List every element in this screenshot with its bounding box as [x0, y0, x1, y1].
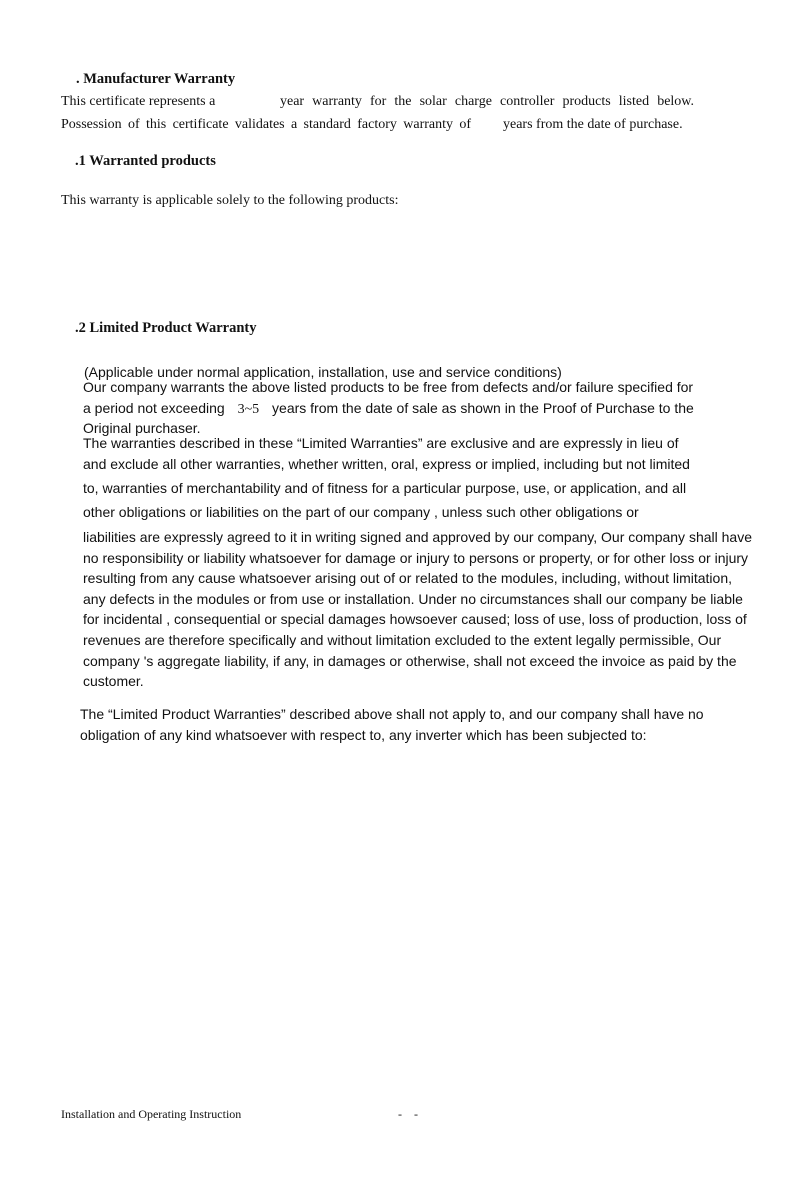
- liability-paragraph: liabilities are expressly agreed to it in writing signed and approved by our company, Our company shall have no responsibility or liability whatsoever for damage or injury to persons or property, or for other loss or injury resulting from any cause whatsoever arising out of or related to the modules, including, without limitation, any defects in the modules or from use or installation. Under no circumstances shall our company be liable for incidental , consequential or special damages howsoever caused; loss of use, loss of production, loss of revenues are therefore specifically and without limitation excluded to the extent legally permissible, Our company 's aggregate liability, if any, in damages or otherwise, shall not exceed the invoice as paid by the customer.: [83, 529, 752, 690]
- footer-page-number: - -: [398, 1107, 418, 1121]
- company-warrants-text: Our company warrants the above listed products to be free from defects and/or failure specified for: [83, 379, 694, 395]
- original-purchaser-text: Original purchaser.: [83, 420, 201, 436]
- footer-title: Installation and Operating Instruction: [61, 1107, 242, 1121]
- not-apply-paragraph: The “Limited Product Warranties” described above shall not apply to, and our company shall have no obligation of any kind whatsoever with respect to, any inverter which has been subjected to:: [80, 706, 704, 743]
- warranty-text-line-2b: years from the date of purchase.: [503, 117, 683, 132]
- exclusive-warranty-line-3: to, warranties of merchantability and of fitness for a particular purpose, use, or application, and all: [83, 480, 687, 496]
- exclusive-warranty-line-2: and exclude all other warranties, whether written, oral, express or implied, including but not limited: [83, 456, 690, 472]
- applicable-conditions-text: (Applicable under normal application, installation, use and service conditions): [84, 364, 562, 380]
- warranty-period-value: 3~5: [237, 402, 260, 417]
- warranty-text-line-1a: This certificate represents a: [61, 94, 216, 109]
- section-heading-warranted-products: .1 Warranted products: [75, 153, 216, 169]
- warranted-products-intro: This warranty is applicable solely to the following products:: [61, 193, 399, 208]
- warranty-period-prefix: a period not exceeding: [83, 400, 225, 416]
- warranty-period-line: [83, 400, 694, 418]
- section-heading-manufacturer-warranty: . Manufacturer Warranty: [76, 71, 236, 87]
- warranty-text-line-2a: Possession of this certificate validates a standard factory warranty of: [61, 117, 471, 132]
- exclusive-warranty-line-1: The warranties described in these “Limited Warranties” are exclusive and are expressly in lieu of: [83, 435, 679, 451]
- exclusive-warranty-line-4: other obligations or liabilities on the part of our company , unless such other obligations or: [83, 504, 639, 520]
- warranty-text-line-1b: year warranty for the solar charge controller products listed below.: [280, 94, 694, 109]
- warranty-period-suffix: years from the date of sale as shown in the Proof of Purchase to the: [272, 400, 694, 416]
- section-heading-limited-product-warranty: .2 Limited Product Warranty: [75, 320, 257, 336]
